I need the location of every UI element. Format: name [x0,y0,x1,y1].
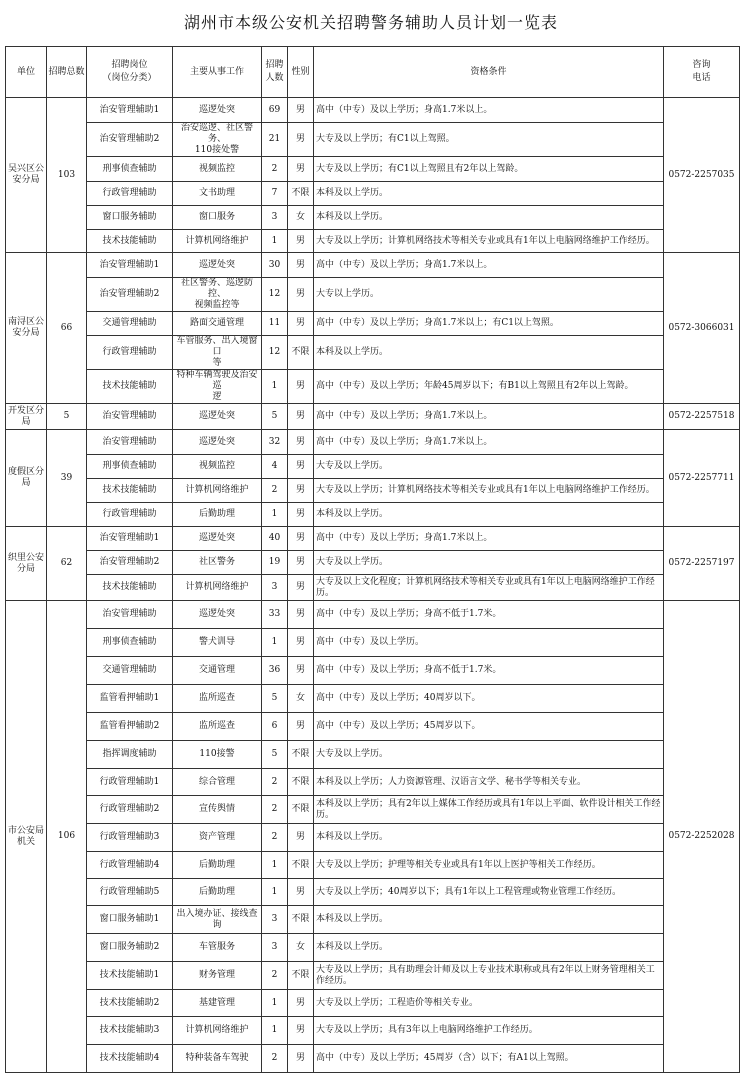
gender-cell: 男 [288,551,314,575]
work-cell: 特种装备车驾驶 [173,1045,262,1073]
header-tel: 咨询 电话 [664,47,740,98]
header-gender: 性别 [288,47,314,98]
gender-cell: 男 [288,1017,314,1045]
num-cell: 2 [262,769,288,796]
req-cell: 高中（中专）及以上学历；身高1.7米以上。 [314,404,664,430]
gender-cell: 男 [288,990,314,1017]
table-row [6,253,740,278]
gender-cell: 男 [288,1045,314,1073]
gender-cell: 不限 [288,962,314,990]
work-cell: 巡逻处突 [173,98,262,123]
phone-cell: 0572-2257711 [664,430,740,527]
work-cell: 后勤助理 [173,852,262,879]
work-cell: 巡逻处突 [173,404,262,430]
num-cell: 3 [262,575,288,601]
table-row [6,934,740,962]
unit-cell: 织里公安 分局 [6,527,47,601]
work-cell: 后勤助理 [173,503,262,527]
num-cell: 2 [262,796,288,824]
gender-cell: 男 [288,278,314,312]
work-cell: 巡逻处突 [173,430,262,455]
table-row [6,657,740,685]
req-cell: 高中（中专）及以上学历；身高不低于1.7米。 [314,657,664,685]
header-row [6,47,740,98]
num-cell: 2 [262,824,288,852]
gender-cell: 男 [288,601,314,629]
work-cell: 路面交通管理 [173,312,262,336]
num-cell: 11 [262,312,288,336]
header-post: 招聘岗位 （岗位分类） [87,47,173,98]
work-cell: 监所巡查 [173,713,262,741]
req-cell: 高中（中专）及以上学历；身高1.7米以上；有C1以上驾照。 [314,312,664,336]
post-cell: 技术技能辅助3 [87,1017,173,1045]
gender-cell: 男 [288,370,314,404]
header-num: 招聘 人数 [262,47,288,98]
post-cell: 交通管理辅助 [87,312,173,336]
gender-cell: 女 [288,934,314,962]
work-cell: 交通管理 [173,657,262,685]
req-cell: 本科及以上学历。 [314,182,664,206]
req-cell: 大专及以上学历；40周岁以下；具有1年以上工程管理或物业管理工作经历。 [314,879,664,906]
post-cell: 交通管理辅助 [87,657,173,685]
gender-cell: 男 [288,479,314,503]
num-cell: 33 [262,601,288,629]
post-cell: 技术技能辅助 [87,575,173,601]
table-row [6,479,740,503]
num-cell: 2 [262,479,288,503]
gender-cell: 不限 [288,336,314,370]
num-cell: 40 [262,527,288,551]
num-cell: 30 [262,253,288,278]
gender-cell: 男 [288,230,314,253]
req-cell: 本科及以上学历。 [314,336,664,370]
post-cell: 行政管理辅助 [87,182,173,206]
table-body [6,98,740,1073]
req-cell: 大专及以上学历；具有3年以上电脑网络维护工作经历。 [314,1017,664,1045]
req-cell: 大专及以上学历；计算机网络技术等相关专业或具有1年以上电脑网络维护工作经历。 [314,230,664,253]
post-cell: 窗口服务辅助2 [87,934,173,962]
work-cell: 计算机网络维护 [173,230,262,253]
req-cell: 大专及以上学历；护理等相关专业或具有1年以上医护等相关工作经历。 [314,852,664,879]
work-cell: 视频监控 [173,455,262,479]
gender-cell: 男 [288,503,314,527]
work-cell: 巡逻处突 [173,601,262,629]
unit-cell: 吴兴区公 安分局 [6,98,47,253]
post-cell: 刑事侦查辅助 [87,157,173,182]
total-cell: 106 [47,601,87,1073]
num-cell: 1 [262,230,288,253]
post-cell: 技术技能辅助 [87,230,173,253]
work-cell: 车管服务、出入境窗口 等 [173,336,262,370]
table-row [6,278,740,312]
num-cell: 6 [262,713,288,741]
post-cell: 行政管理辅助3 [87,824,173,852]
gender-cell: 男 [288,253,314,278]
req-cell: 高中（中专）及以上学历；身高1.7米以上。 [314,98,664,123]
gender-cell: 男 [288,455,314,479]
page-title: 湖州市本级公安机关招聘警务辅助人员计划一览表 [183,13,558,32]
num-cell: 19 [262,551,288,575]
phone-cell: 0572-2257035 [664,98,740,253]
post-cell: 窗口服务辅助 [87,206,173,230]
post-cell: 技术技能辅助 [87,370,173,404]
work-cell: 后勤助理 [173,879,262,906]
table-row [6,123,740,157]
header-unit: 单位 [6,47,47,98]
req-cell: 大专及以上学历；有C1以上驾照。 [314,123,664,157]
phone-cell: 0572-2257197 [664,527,740,601]
work-cell: 基建管理 [173,990,262,1017]
post-cell: 技术技能辅助 [87,479,173,503]
gender-cell: 男 [288,123,314,157]
num-cell: 5 [262,404,288,430]
table-row [6,230,740,253]
num-cell: 1 [262,990,288,1017]
post-cell: 指挥调度辅助 [87,741,173,769]
req-cell: 高中（中专）及以上学历。 [314,629,664,657]
req-cell: 大专及以上学历；计算机网络技术等相关专业或具有1年以上电脑网络维护工作经历。 [314,479,664,503]
post-cell: 刑事侦查辅助 [87,455,173,479]
total-cell: 66 [47,253,87,404]
table-row [6,906,740,934]
num-cell: 21 [262,123,288,157]
req-cell: 大专及以上学历。 [314,455,664,479]
post-cell: 行政管理辅助5 [87,879,173,906]
gender-cell: 男 [288,713,314,741]
header-total: 招聘总数 [47,47,87,98]
work-cell: 社区警务、巡逻防控、 视频监控等 [173,278,262,312]
post-cell: 窗口服务辅助1 [87,906,173,934]
work-cell: 巡逻处突 [173,527,262,551]
gender-cell: 男 [288,527,314,551]
table-row [6,182,740,206]
req-cell: 高中（中专）及以上学历；40周岁以下。 [314,685,664,713]
gender-cell: 不限 [288,741,314,769]
phone-cell: 0572-3066031 [664,253,740,404]
num-cell: 5 [262,741,288,769]
post-cell: 治安管理辅助 [87,430,173,455]
table-row [6,962,740,990]
num-cell: 3 [262,906,288,934]
post-cell: 治安管理辅助 [87,601,173,629]
work-cell: 车管服务 [173,934,262,962]
table-row [6,98,740,123]
post-cell: 监管看押辅助1 [87,685,173,713]
req-cell: 高中（中专）及以上学历；身高1.7米以上。 [314,527,664,551]
table-row [6,527,740,551]
table-row [6,713,740,741]
req-cell: 大专及以上学历；有C1以上驾照且有2年以上驾龄。 [314,157,664,182]
phone-cell: 0572-2252028 [664,601,740,1073]
num-cell: 1 [262,629,288,657]
work-cell: 计算机网络维护 [173,575,262,601]
table-row [6,503,740,527]
num-cell: 2 [262,1045,288,1073]
unit-cell: 市公安局 机关 [6,601,47,1073]
num-cell: 1 [262,852,288,879]
req-cell: 大专及以上学历。 [314,741,664,769]
work-cell: 文书助理 [173,182,262,206]
gender-cell: 男 [288,157,314,182]
post-cell: 治安管理辅助1 [87,98,173,123]
total-cell: 39 [47,430,87,527]
table-row [6,455,740,479]
work-cell: 资产管理 [173,824,262,852]
req-cell: 本科及以上学历；具有2年以上媒体工作经历或具有1年以上平面、软件设计相关工作经历。 [314,796,664,824]
work-cell: 特种车辆驾驶及治安巡 逻 [173,370,262,404]
num-cell: 4 [262,455,288,479]
num-cell: 12 [262,336,288,370]
req-cell: 高中（中专）及以上学历；年龄45周岁以下；有B1以上驾照且有2年以上驾龄。 [314,370,664,404]
total-cell: 5 [47,404,87,430]
num-cell: 3 [262,934,288,962]
gender-cell: 不限 [288,852,314,879]
gender-cell: 男 [288,879,314,906]
header-work: 主要从事工作 [173,47,262,98]
post-cell: 治安管理辅助2 [87,551,173,575]
table-row [6,852,740,879]
gender-cell: 女 [288,685,314,713]
table-row [6,430,740,455]
table-row [6,312,740,336]
work-cell: 社区警务 [173,551,262,575]
table-row [6,601,740,629]
work-cell: 综合管理 [173,769,262,796]
gender-cell: 男 [288,98,314,123]
table-row [6,685,740,713]
num-cell: 2 [262,962,288,990]
req-cell: 高中（中专）及以上学历；身高不低于1.7米。 [314,601,664,629]
req-cell: 本科及以上学历。 [314,906,664,934]
req-cell: 高中（中专）及以上学历；45周岁以下。 [314,713,664,741]
num-cell: 3 [262,206,288,230]
req-cell: 大专以上学历。 [314,278,664,312]
gender-cell: 男 [288,629,314,657]
post-cell: 行政管理辅助1 [87,769,173,796]
post-cell: 技术技能辅助4 [87,1045,173,1073]
total-cell: 103 [47,98,87,253]
table-row [6,741,740,769]
req-cell: 大专及以上学历；工程造价等相关专业。 [314,990,664,1017]
post-cell: 治安管理辅助2 [87,123,173,157]
work-cell: 宣传舆情 [173,796,262,824]
header-req: 资格条件 [314,47,664,98]
gender-cell: 不限 [288,906,314,934]
num-cell: 1 [262,503,288,527]
work-cell: 出入境办证、接线查询 [173,906,262,934]
table-row [6,769,740,796]
table-row [6,1017,740,1045]
gender-cell: 不限 [288,769,314,796]
gender-cell: 不限 [288,796,314,824]
work-cell: 窗口服务 [173,206,262,230]
table-row [6,824,740,852]
req-cell: 大专及以上学历。 [314,551,664,575]
post-cell: 行政管理辅助2 [87,796,173,824]
num-cell: 32 [262,430,288,455]
num-cell: 7 [262,182,288,206]
table-row [6,370,740,404]
gender-cell: 男 [288,575,314,601]
post-cell: 治安管理辅助 [87,404,173,430]
num-cell: 2 [262,157,288,182]
table-row [6,336,740,370]
post-cell: 治安管理辅助1 [87,527,173,551]
req-cell: 高中（中专）及以上学历；身高1.7米以上。 [314,253,664,278]
post-cell: 行政管理辅助4 [87,852,173,879]
table-row [6,206,740,230]
req-cell: 本科及以上学历；人力资源管理、汉语言文学、秘书学等相关专业。 [314,769,664,796]
table-row [6,575,740,601]
num-cell: 12 [262,278,288,312]
table-row [6,629,740,657]
table-row [6,1045,740,1073]
req-cell: 高中（中专）及以上学历；45周岁（含）以下；有A1以上驾照。 [314,1045,664,1073]
req-cell: 本科及以上学历。 [314,934,664,962]
unit-cell: 开发区分 局 [6,404,47,430]
gender-cell: 女 [288,206,314,230]
post-cell: 监管看押辅助2 [87,713,173,741]
work-cell: 治安巡逻、社区警务、 110接处警 [173,123,262,157]
table-row [6,157,740,182]
table-row [6,990,740,1017]
post-cell: 刑事侦查辅助 [87,629,173,657]
num-cell: 1 [262,879,288,906]
req-cell: 本科及以上学历。 [314,206,664,230]
table-row [6,879,740,906]
post-cell: 行政管理辅助 [87,503,173,527]
table-row [6,404,740,430]
unit-cell: 度假区分 局 [6,430,47,527]
num-cell: 1 [262,1017,288,1045]
post-cell: 技术技能辅助1 [87,962,173,990]
work-cell: 警犬训导 [173,629,262,657]
table-row [6,551,740,575]
gender-cell: 男 [288,824,314,852]
work-cell: 110接警 [173,741,262,769]
req-cell: 高中（中专）及以上学历；身高1.7米以上。 [314,430,664,455]
phone-cell: 0572-2257518 [664,404,740,430]
req-cell: 大专及以上学历；具有助理会计师及以上专业技术职称或具有2年以上财务管理相关工作经历。 [314,962,664,990]
gender-cell: 男 [288,312,314,336]
gender-cell: 男 [288,404,314,430]
post-cell: 技术技能辅助2 [87,990,173,1017]
post-cell: 治安管理辅助2 [87,278,173,312]
total-cell: 62 [47,527,87,601]
gender-cell: 男 [288,657,314,685]
num-cell: 5 [262,685,288,713]
work-cell: 财务管理 [173,962,262,990]
req-cell: 本科及以上学历。 [314,824,664,852]
work-cell: 监所巡查 [173,685,262,713]
post-cell: 治安管理辅助1 [87,253,173,278]
num-cell: 36 [262,657,288,685]
req-cell: 本科及以上学历。 [314,503,664,527]
gender-cell: 不限 [288,182,314,206]
work-cell: 视频监控 [173,157,262,182]
gender-cell: 男 [288,430,314,455]
num-cell: 1 [262,370,288,404]
work-cell: 计算机网络维护 [173,479,262,503]
num-cell: 69 [262,98,288,123]
recruitment-table [5,46,740,1073]
work-cell: 计算机网络维护 [173,1017,262,1045]
work-cell: 巡逻处突 [173,253,262,278]
table-row [6,796,740,824]
unit-cell: 南浔区公 安分局 [6,253,47,404]
post-cell: 行政管理辅助 [87,336,173,370]
req-cell: 大专及以上文化程度；计算机网络技术等相关专业或具有1年以上电脑网络维护工作经历。 [314,575,664,601]
